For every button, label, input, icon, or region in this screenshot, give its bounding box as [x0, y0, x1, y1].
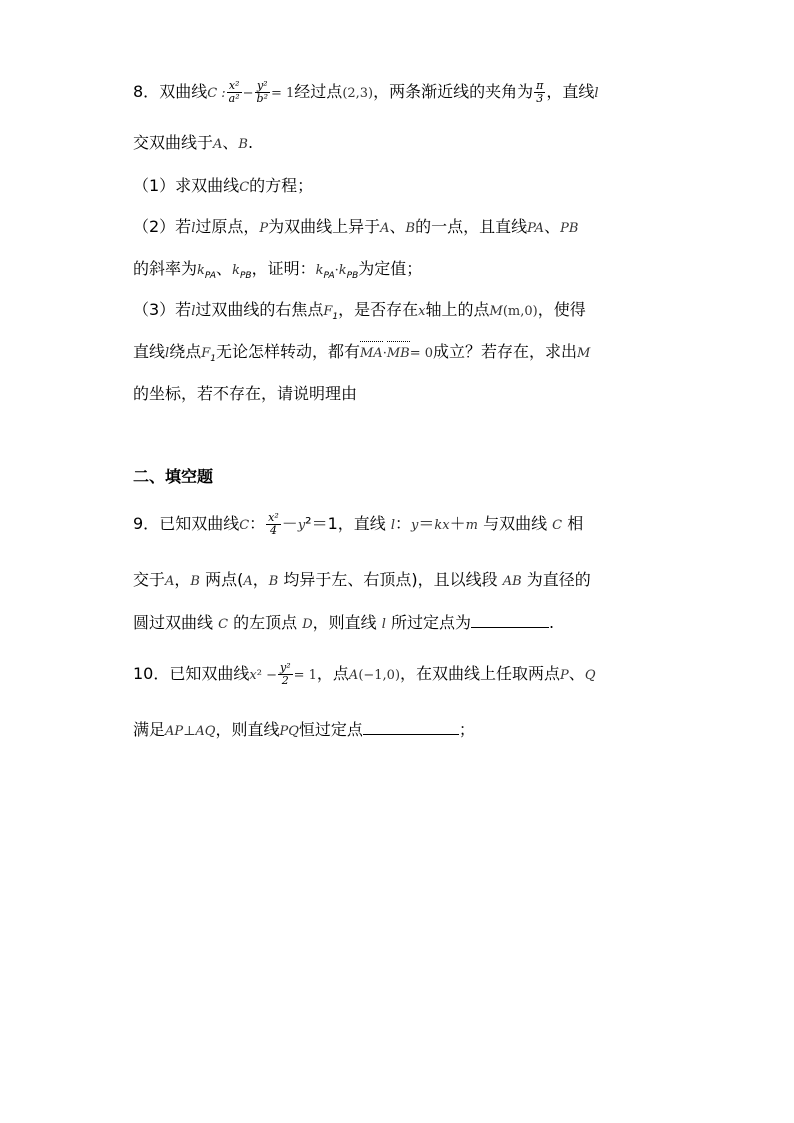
q9-number: 9．: [133, 514, 160, 533]
math-ab: AB: [502, 574, 522, 589]
math-l: l: [191, 304, 196, 319]
q10-number: 10．: [133, 664, 170, 683]
answer-blank-q9[interactable]: [471, 609, 549, 628]
text: 满足: [133, 720, 166, 739]
math-a: A: [213, 137, 223, 152]
text: ＋: [449, 514, 466, 533]
q8-line-6: [133, 298, 673, 329]
equals-zero: = 0: [409, 346, 433, 361]
math-b: B: [238, 137, 248, 152]
q8-line-8: [133, 382, 673, 406]
math-pq: PQ: [279, 724, 299, 739]
math-pa: PA: [527, 221, 545, 236]
frac-num: y²: [255, 80, 270, 93]
math-f: F: [323, 304, 333, 319]
text: 、: [568, 664, 585, 683]
fraction-x2-4: [266, 512, 281, 537]
equals-one: = 1: [271, 86, 295, 101]
frac-den: 4: [269, 524, 277, 537]
text: 、: [544, 217, 561, 236]
text: ，: [174, 570, 191, 589]
text: 均异于左、右顶点)，且以线段: [278, 570, 503, 589]
text: 的方程；: [249, 176, 314, 195]
text: 已知双曲线: [159, 514, 240, 533]
text: （1）求双曲线: [133, 176, 240, 195]
text: 、: [216, 259, 233, 278]
math-c: C :: [207, 86, 226, 101]
answer-blank-q10[interactable]: [363, 716, 459, 735]
math-b: B: [190, 574, 200, 589]
text: 双曲线: [159, 82, 208, 101]
subscript-pa: PA: [204, 271, 217, 282]
math-pb: PB: [560, 221, 579, 236]
math-x: x: [418, 304, 426, 319]
math-y: y: [411, 518, 419, 533]
text: ：: [249, 514, 266, 533]
text: ＝: [418, 514, 435, 533]
math-l: l: [390, 518, 396, 533]
subscript-1: 1: [332, 312, 339, 323]
math-m: M: [489, 304, 503, 319]
vector-ma: MA: [360, 342, 383, 366]
math-l: l: [165, 346, 170, 361]
text: ，直线: [546, 82, 595, 101]
text: ，两条渐近线的夹角为: [373, 82, 534, 101]
math-ap: AP: [165, 724, 184, 739]
text: －: [281, 514, 298, 533]
frac-den: 2: [281, 674, 289, 687]
math-a: A: [165, 574, 175, 589]
dot-operator: ·: [382, 346, 387, 361]
text: （3）若: [133, 300, 192, 319]
fraction-pi-3: [534, 80, 545, 105]
text: 直线: [133, 342, 166, 361]
text: 经过点: [294, 82, 343, 101]
q8-line-2: [133, 131, 673, 157]
perp-symbol: ⊥: [183, 724, 196, 739]
q10-line-1: [133, 662, 673, 688]
text: ，是否存在: [338, 300, 419, 319]
q9-line-3: [133, 609, 673, 637]
math-a: A: [348, 668, 359, 683]
frac-num: y²: [279, 661, 291, 674]
math-c: C: [239, 180, 250, 195]
text: ：: [395, 514, 412, 533]
text: ，则直线: [312, 613, 382, 632]
q8-line-4: [133, 215, 673, 241]
text: .: [247, 133, 254, 152]
frac-den: a²: [228, 92, 240, 105]
subscript-pb: PB: [239, 271, 252, 282]
text: 与双曲线: [477, 514, 553, 533]
dot-operator: ·: [334, 263, 339, 278]
text: 的一点，且直线: [415, 217, 528, 236]
text: 绕点: [169, 342, 202, 361]
point-m-0: (m,0): [502, 304, 538, 319]
point-neg1-0: (−1,0): [358, 668, 401, 683]
text: 的左顶点: [228, 613, 303, 632]
fraction-y2-b2: [255, 80, 270, 105]
math-x: x: [249, 668, 257, 683]
math-q: Q: [584, 668, 596, 683]
text: 所过定点为: [385, 613, 472, 632]
text: ，则直线: [215, 720, 280, 739]
math-k: k: [338, 263, 347, 278]
math-a: A: [380, 221, 390, 236]
vector-mb: MB: [387, 342, 410, 366]
q8-line-3: [133, 174, 673, 200]
q8-line-1: [133, 80, 673, 106]
q8-number: 8．: [133, 82, 160, 101]
math-l: l: [191, 221, 196, 236]
text: 已知双曲线: [169, 664, 250, 683]
frac-den: b²: [256, 92, 268, 105]
text: （2）若: [133, 217, 192, 236]
text: 为直径的: [521, 570, 591, 589]
text: ² −: [256, 668, 277, 683]
math-l: l: [381, 617, 386, 632]
math-f: F: [201, 346, 211, 361]
math-p: P: [259, 221, 269, 236]
frac-num: x²: [268, 511, 279, 524]
math-k: k: [197, 263, 205, 278]
fraction-x2-a2: [227, 80, 242, 105]
math-b: B: [405, 221, 416, 236]
frac-den: 3: [536, 92, 544, 105]
math-c: C: [552, 518, 563, 533]
frac-num: x²: [227, 80, 242, 93]
subscript-1: 1: [210, 354, 216, 365]
math-m: M: [577, 346, 591, 361]
text: ，在双曲线上任取两点: [400, 664, 561, 683]
text: ²＝1，直线: [305, 514, 391, 533]
math-b: B: [268, 574, 279, 589]
text: ，使得: [537, 300, 586, 319]
text: 为定值；: [358, 259, 423, 278]
text: 无论怎样转动，都有: [215, 342, 360, 361]
fraction-y2-2: [278, 662, 293, 687]
text: 过原点，: [195, 217, 260, 236]
text: 相: [562, 514, 584, 533]
math-kx: kx: [434, 518, 450, 533]
subscript-pb: PB: [346, 271, 359, 282]
text: 恒过定点: [298, 720, 363, 739]
math-c: C: [239, 518, 250, 533]
section-heading: 二、填空题: [133, 467, 214, 486]
text: ，点: [316, 664, 349, 683]
math-p: P: [560, 668, 569, 683]
math-a: A: [243, 574, 253, 589]
q8-line-5: [133, 257, 673, 288]
text: 两点(: [199, 570, 244, 589]
math-y: y: [297, 518, 306, 533]
math-d: D: [302, 617, 313, 632]
point-2-3: (2,3): [342, 86, 374, 101]
minus-sign: −: [242, 86, 254, 101]
text: 圆过双曲线: [133, 613, 219, 632]
subscript-pa: PA: [323, 271, 335, 282]
math-c: C: [218, 617, 229, 632]
math-k: k: [232, 263, 240, 278]
text: 交双曲线于: [133, 133, 214, 152]
text: 成立？若存在，求出: [433, 342, 578, 361]
text: 过双曲线的右焦点: [195, 300, 324, 319]
math-aq: AQ: [195, 724, 216, 739]
text: ；: [458, 720, 475, 739]
frac-num: π: [536, 79, 544, 92]
q10-line-2: [133, 716, 673, 744]
math-l: l: [594, 86, 599, 101]
q8-line-7: [133, 340, 673, 371]
text: ，证明：: [251, 259, 316, 278]
text: .: [549, 613, 555, 632]
math-m: m: [465, 518, 478, 533]
text: 为双曲线上异于: [268, 217, 381, 236]
math-k: k: [315, 263, 324, 278]
q9-line-2: [133, 568, 673, 594]
q9-line-1: [133, 512, 673, 538]
text: 、: [222, 133, 239, 152]
text: 的坐标，若不存在，请说明理由: [133, 384, 358, 403]
text: 轴上的点: [425, 300, 490, 319]
text: 交于: [133, 570, 166, 589]
text: ，: [252, 570, 269, 589]
text: 的斜率为: [133, 259, 198, 278]
text: 、: [389, 217, 406, 236]
equals-one: = 1: [293, 668, 317, 683]
